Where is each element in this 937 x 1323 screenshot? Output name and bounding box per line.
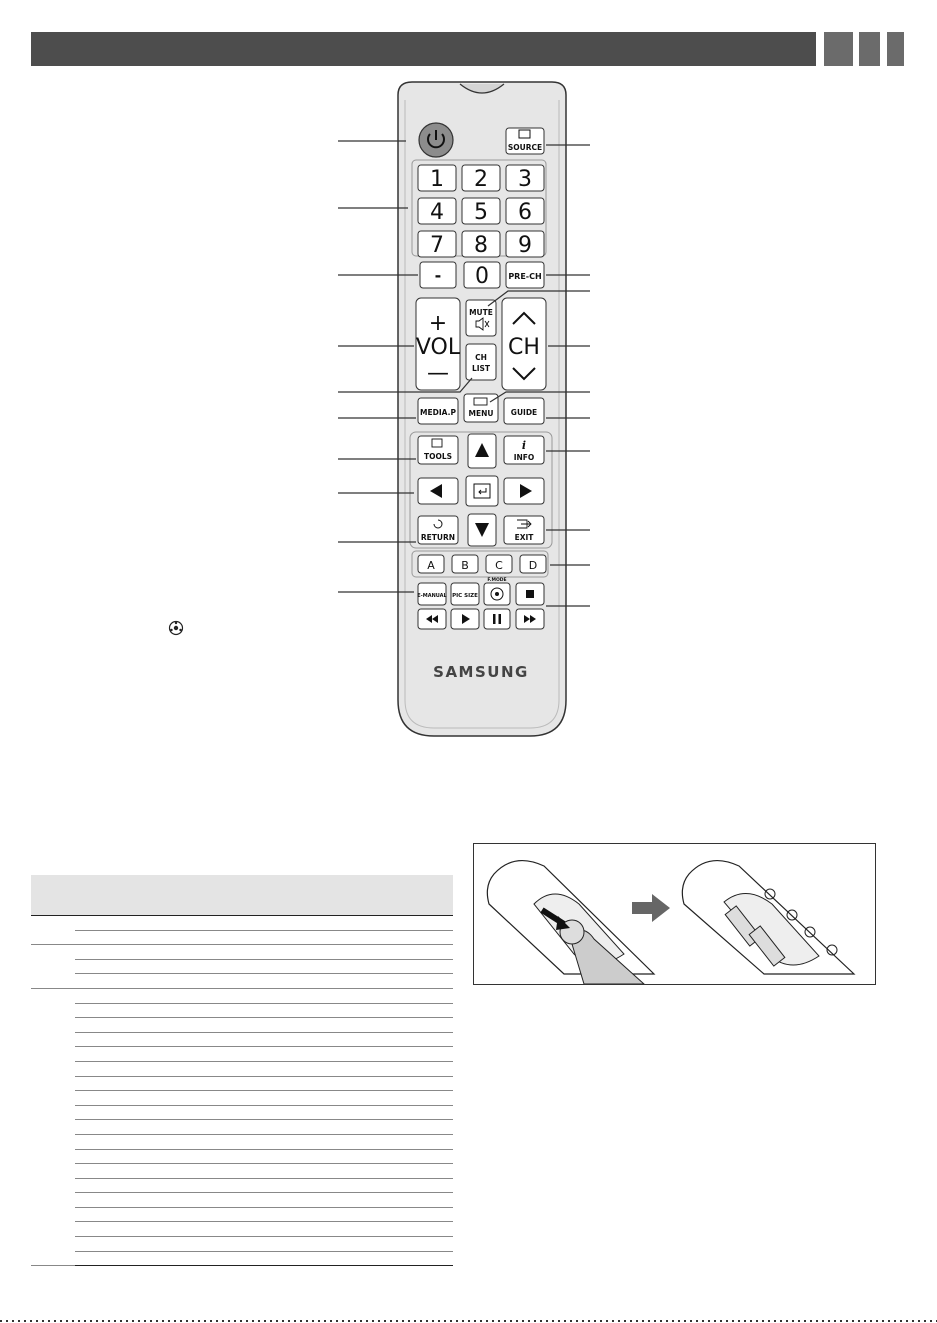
table-cell	[75, 1105, 138, 1120]
table-cell	[395, 930, 453, 945]
table-cell	[242, 1207, 300, 1222]
table-cell	[242, 959, 300, 974]
table-cell	[242, 1047, 300, 1062]
table-cell	[342, 1164, 395, 1179]
table-cell	[342, 1076, 395, 1091]
table-cell	[75, 1091, 138, 1106]
digit-label: 8	[474, 233, 488, 258]
exit-button[interactable]	[504, 516, 544, 544]
table-row	[31, 1091, 453, 1106]
digit-button-1[interactable]	[418, 165, 456, 192]
stop-button[interactable]	[516, 583, 544, 605]
table-row	[31, 945, 453, 960]
table-cell	[192, 988, 242, 1003]
stop-icon	[526, 590, 534, 598]
table-group-cell	[31, 945, 75, 989]
battery-illustration	[473, 843, 876, 985]
table-row	[31, 1003, 453, 1018]
table-row	[31, 1237, 453, 1252]
table-cell	[138, 1164, 192, 1179]
table-cell	[192, 1193, 242, 1208]
dash-button[interactable]	[420, 262, 456, 288]
table-cell	[75, 1018, 138, 1033]
table-cell	[138, 1105, 192, 1120]
table-row	[31, 1032, 453, 1047]
table-cell	[75, 988, 138, 1003]
emanual-button[interactable]	[417, 583, 447, 605]
table-cell	[192, 974, 242, 989]
zero-button[interactable]	[464, 262, 500, 289]
digit-label: 4	[430, 200, 444, 225]
menu-button[interactable]	[464, 394, 498, 422]
remote-back-batteries	[682, 861, 854, 974]
table-cell	[342, 945, 395, 960]
fastforward-button[interactable]	[516, 609, 544, 629]
table-cell	[300, 1061, 342, 1076]
table-cell	[395, 1091, 453, 1106]
table-cell	[242, 1120, 300, 1135]
table-cell	[342, 1237, 395, 1252]
chlist-label-1: CH	[475, 353, 487, 362]
table-cell	[192, 1120, 242, 1135]
color-button-label: A	[427, 559, 435, 572]
table-cell	[242, 1091, 300, 1106]
table-row	[31, 959, 453, 974]
table-cell	[395, 1193, 453, 1208]
table-cell	[242, 1237, 300, 1252]
football-icon-inline	[168, 620, 184, 636]
table-cell	[395, 1018, 453, 1033]
chlist-label-2: LIST	[471, 364, 491, 373]
table-cell	[192, 930, 242, 945]
table-cell	[300, 1076, 342, 1091]
table-cell	[342, 1120, 395, 1135]
table-group-cell	[31, 988, 75, 1265]
table-cell	[192, 1134, 242, 1149]
table-cell	[300, 930, 342, 945]
table-cell	[242, 945, 300, 960]
table-cell	[342, 1003, 395, 1018]
table-cell	[242, 1178, 300, 1193]
table-cell	[342, 1032, 395, 1047]
table-cell	[192, 1061, 242, 1076]
down-button[interactable]	[468, 514, 496, 546]
digit-button-2[interactable]	[462, 165, 500, 192]
table-row	[31, 1076, 453, 1091]
table-cell	[75, 974, 138, 989]
table-cell	[75, 930, 138, 945]
table-cell	[342, 1149, 395, 1164]
mute-label: MUTE	[469, 308, 493, 317]
table-cell	[242, 1018, 300, 1033]
table-cell	[192, 916, 242, 931]
menu-label: MENU	[468, 409, 494, 418]
table-cell	[342, 974, 395, 989]
table-cell	[242, 1149, 300, 1164]
table-cell	[138, 1178, 192, 1193]
table-row	[31, 1061, 453, 1076]
digit-label: 3	[518, 167, 532, 192]
mute-button[interactable]	[466, 300, 496, 336]
power-button[interactable]	[419, 123, 453, 157]
table-cell	[138, 988, 192, 1003]
table-cell	[395, 1120, 453, 1135]
table-cell	[138, 1076, 192, 1091]
table-cell	[138, 930, 192, 945]
table-cell	[342, 1207, 395, 1222]
tools-button[interactable]	[418, 436, 458, 464]
volume-rocker[interactable]	[416, 298, 461, 390]
table-cell	[395, 1178, 453, 1193]
table-cell	[138, 959, 192, 974]
table-row	[31, 974, 453, 989]
vol-minus-label: —	[427, 361, 449, 386]
table-cell	[192, 1018, 242, 1033]
table-cell	[395, 1164, 453, 1179]
table-row	[31, 930, 453, 945]
table-cell	[342, 1178, 395, 1193]
table-cell	[75, 1076, 138, 1091]
digit-button-4[interactable]	[418, 198, 456, 225]
table-cell	[138, 1018, 192, 1033]
table-cell	[395, 1237, 453, 1252]
table-row	[31, 1134, 453, 1149]
table-cell	[300, 1134, 342, 1149]
table-cell	[300, 1149, 342, 1164]
bottom-dotted-rule	[0, 1320, 937, 1322]
table-cell	[242, 930, 300, 945]
table-cell	[395, 1003, 453, 1018]
source-label: SOURCE	[507, 143, 543, 152]
table-cell	[342, 1091, 395, 1106]
pause-icon	[493, 614, 496, 624]
table-cell	[242, 1076, 300, 1091]
digit-label: 5	[474, 200, 488, 225]
digit-label: 6	[518, 200, 532, 225]
table-cell	[300, 974, 342, 989]
table-cell	[395, 1222, 453, 1237]
table-cell	[300, 1032, 342, 1047]
table-cell	[75, 1164, 138, 1179]
table-cell	[138, 1251, 192, 1266]
table-cell	[75, 1193, 138, 1208]
table-cell	[342, 1105, 395, 1120]
table-row	[31, 1207, 453, 1222]
table-cell	[192, 1105, 242, 1120]
table-cell	[192, 1178, 242, 1193]
left-button[interactable]	[418, 478, 458, 504]
table-cell	[342, 916, 395, 931]
table-cell	[300, 1251, 342, 1266]
table-cell	[395, 959, 453, 974]
digit-label: 2	[474, 167, 488, 192]
table-cell	[242, 1134, 300, 1149]
table-cell	[300, 1120, 342, 1135]
digit-button-3[interactable]	[506, 165, 544, 192]
table-cell	[138, 945, 192, 960]
table-cell	[75, 1032, 138, 1047]
table-cell	[395, 1207, 453, 1222]
table-cell	[342, 930, 395, 945]
table-cell	[138, 1149, 192, 1164]
table-cell	[300, 1164, 342, 1179]
table-cell	[75, 959, 138, 974]
table-cell	[395, 988, 453, 1003]
channel-rocker[interactable]	[502, 298, 546, 390]
chlist-button[interactable]	[466, 344, 496, 380]
info-button[interactable]	[504, 436, 544, 464]
table-cell	[300, 1105, 342, 1120]
return-button[interactable]	[418, 516, 458, 544]
color-button-b[interactable]	[452, 555, 478, 573]
table-row	[31, 988, 453, 1003]
table-cell	[192, 1149, 242, 1164]
table-cell	[138, 1061, 192, 1076]
table-cell	[192, 1222, 242, 1237]
table-cell	[300, 1237, 342, 1252]
ch-label: CH	[508, 335, 540, 360]
table-cell	[395, 945, 453, 960]
table-cell	[242, 988, 300, 1003]
table-cell	[138, 1207, 192, 1222]
table-cell	[138, 1193, 192, 1208]
zero-label: 0	[475, 264, 489, 289]
color-button-label: D	[528, 559, 538, 572]
table-cell	[242, 1105, 300, 1120]
table-row	[31, 1120, 453, 1135]
table-cell	[192, 1207, 242, 1222]
info-icon: i	[521, 439, 527, 452]
table-cell	[342, 1222, 395, 1237]
table-cell	[192, 1032, 242, 1047]
table-cell	[75, 1120, 138, 1135]
table-cell	[395, 1032, 453, 1047]
mediap-label: MEDIA.P	[420, 408, 456, 417]
dash-label: -	[434, 266, 442, 285]
table-cell	[138, 1047, 192, 1062]
table-cell	[138, 1120, 192, 1135]
digit-button-6[interactable]	[506, 198, 544, 225]
table-cell	[395, 1047, 453, 1062]
table-cell	[192, 1164, 242, 1179]
table-cell	[75, 1178, 138, 1193]
digit-button-5[interactable]	[462, 198, 500, 225]
picsize-label: PIC SIZE	[452, 593, 478, 599]
table-cell	[75, 1061, 138, 1076]
table-row	[31, 1222, 453, 1237]
play-button[interactable]	[451, 609, 479, 629]
table-cell	[75, 1222, 138, 1237]
table-cell	[192, 959, 242, 974]
table-cell	[242, 916, 300, 931]
table-cell	[138, 1091, 192, 1106]
table-cell	[342, 1061, 395, 1076]
up-button[interactable]	[468, 434, 496, 468]
table-cell	[395, 974, 453, 989]
table-cell	[138, 1222, 192, 1237]
digit-button-9[interactable]	[506, 231, 544, 258]
table-row	[31, 1251, 453, 1266]
table-cell	[242, 1003, 300, 1018]
remote-back-open	[487, 861, 654, 984]
football-mode-label: F.MODE	[487, 578, 507, 583]
table-cell	[395, 1251, 453, 1266]
table-cell	[242, 974, 300, 989]
data-table	[31, 875, 453, 1266]
table-cell	[342, 1134, 395, 1149]
table-row	[31, 916, 453, 931]
table-cell	[75, 1237, 138, 1252]
table-cell	[75, 1149, 138, 1164]
table-cell	[300, 1018, 342, 1033]
table-cell	[192, 1251, 242, 1266]
table-cell	[192, 1091, 242, 1106]
table-cell	[75, 1047, 138, 1062]
table-cell	[300, 1222, 342, 1237]
table-cell	[300, 1091, 342, 1106]
source-button[interactable]	[506, 128, 544, 154]
emanual-label: E-MANUAL	[417, 593, 447, 599]
prech-button[interactable]	[506, 262, 544, 288]
table-cell	[300, 988, 342, 1003]
table-cell	[192, 1047, 242, 1062]
mediap-button[interactable]	[418, 398, 458, 424]
brand-logo: SAMSUNG	[433, 663, 529, 681]
football-mode-button[interactable]	[484, 577, 510, 605]
table-row	[31, 1149, 453, 1164]
table-cell	[342, 1251, 395, 1266]
digit-button-8[interactable]	[462, 231, 500, 258]
table-cell	[192, 1237, 242, 1252]
table-cell	[342, 1193, 395, 1208]
table-cell	[138, 974, 192, 989]
table-cell	[395, 1149, 453, 1164]
pause-button[interactable]	[484, 609, 510, 629]
table-cell	[300, 959, 342, 974]
right-button[interactable]	[504, 478, 544, 504]
table-row	[31, 1105, 453, 1120]
arrow-right-icon	[632, 894, 670, 922]
digit-label: 7	[430, 233, 444, 258]
table-cell	[138, 1032, 192, 1047]
table-row	[31, 1047, 453, 1062]
color-button-label: C	[495, 559, 503, 572]
table-row	[31, 1178, 453, 1193]
table-cell	[395, 1076, 453, 1091]
table-cell	[395, 1105, 453, 1120]
tools-label: TOOLS	[423, 452, 453, 461]
table-cell	[138, 916, 192, 931]
prech-label: PRE-CH	[508, 272, 542, 281]
table-cell	[242, 1032, 300, 1047]
digit-label: 9	[518, 233, 532, 258]
table-cell	[342, 959, 395, 974]
table-row	[31, 1193, 453, 1208]
table-cell	[242, 1193, 300, 1208]
table-cell	[75, 945, 138, 960]
color-button-d[interactable]	[520, 555, 546, 573]
table-cell	[75, 1251, 138, 1266]
picsize-button[interactable]	[451, 583, 479, 605]
enter-button[interactable]	[466, 476, 498, 506]
guide-button[interactable]	[504, 398, 544, 424]
table-cell	[138, 1134, 192, 1149]
table-cell	[300, 1003, 342, 1018]
digit-button-7[interactable]	[418, 231, 456, 258]
table-cell	[395, 916, 453, 931]
table-row	[31, 1018, 453, 1033]
return-label: RETURN	[420, 533, 456, 542]
table-cell	[300, 1193, 342, 1208]
vol-plus-label: +	[428, 311, 448, 336]
table-cell	[342, 988, 395, 1003]
table-cell	[395, 1061, 453, 1076]
color-button-label: B	[461, 559, 469, 572]
table-cell	[395, 1134, 453, 1149]
table-cell	[75, 1207, 138, 1222]
digit-label: 1	[430, 167, 444, 192]
table-cell	[242, 1251, 300, 1266]
vol-label: VOL	[415, 335, 461, 360]
table-cell	[242, 1061, 300, 1076]
table-cell	[300, 916, 342, 931]
table-cell	[300, 1178, 342, 1193]
table-cell	[300, 1207, 342, 1222]
table-cell	[192, 945, 242, 960]
table-header-row	[31, 875, 453, 916]
table-cell	[138, 1003, 192, 1018]
table-cell	[242, 1222, 300, 1237]
table-cell	[342, 1047, 395, 1062]
table-cell	[342, 1018, 395, 1033]
table-row	[31, 1164, 453, 1179]
table-cell	[75, 1134, 138, 1149]
info-label: INFO	[513, 453, 535, 462]
guide-label: GUIDE	[510, 408, 538, 417]
table-group-cell	[31, 916, 75, 945]
table-cell	[242, 1164, 300, 1179]
color-button-c[interactable]	[486, 555, 512, 573]
table-cell	[75, 916, 138, 931]
table-cell	[138, 1237, 192, 1252]
rewind-button[interactable]	[418, 609, 446, 629]
table-cell	[192, 1076, 242, 1091]
table-cell	[300, 1047, 342, 1062]
table-cell	[192, 1003, 242, 1018]
color-button-a[interactable]	[418, 555, 444, 573]
table-cell	[75, 1003, 138, 1018]
table-cell	[300, 945, 342, 960]
exit-label: EXIT	[514, 533, 534, 542]
